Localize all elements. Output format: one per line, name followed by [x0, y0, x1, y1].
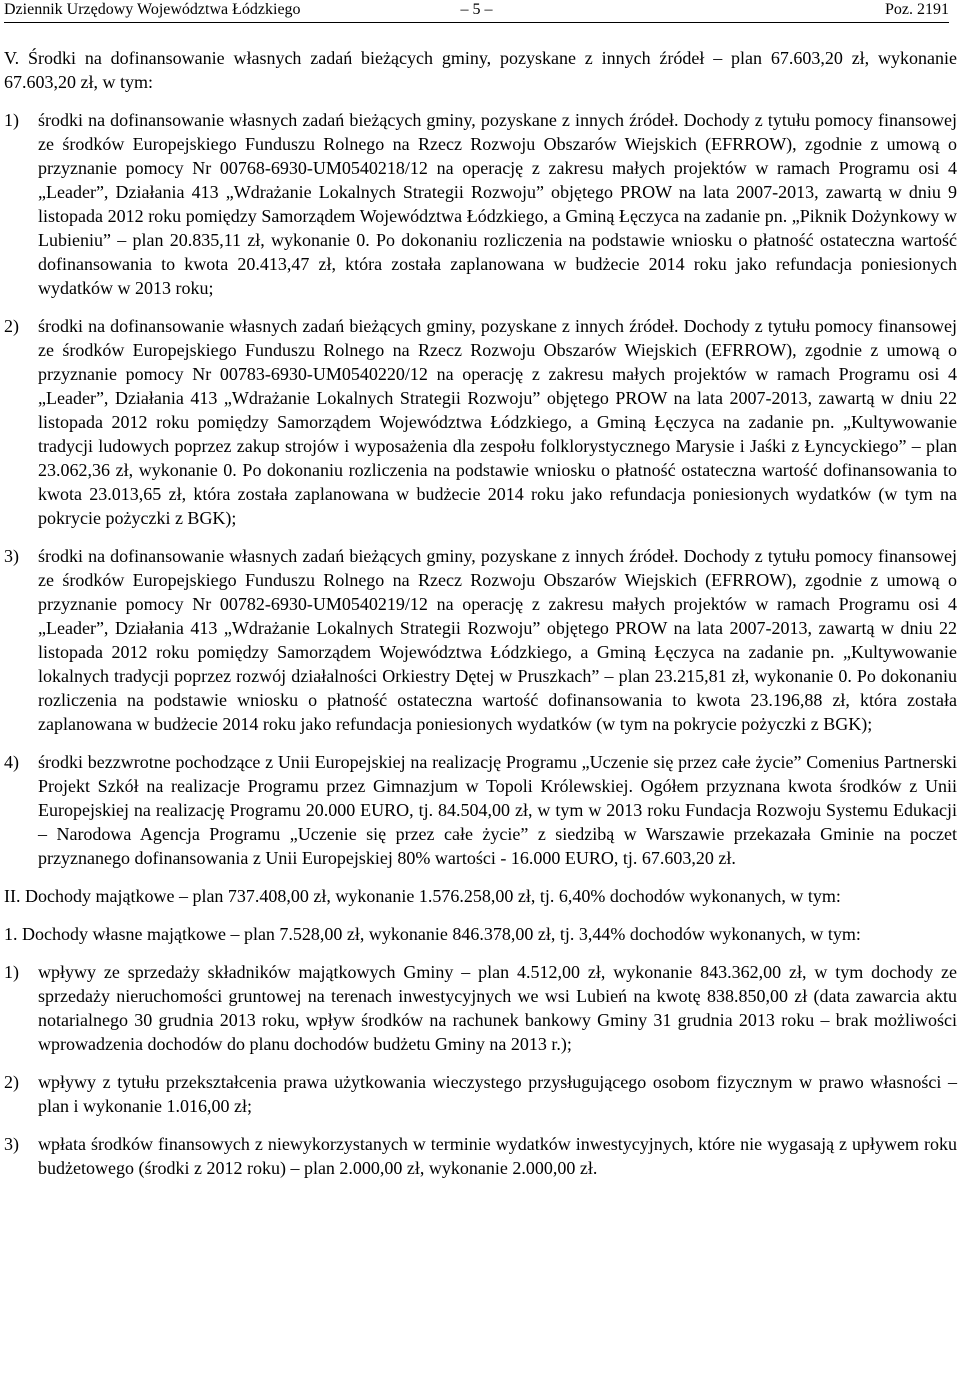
- subsection-1-heading: 1. Dochody własne majątkowe – plan 7.528,00 zł, wykonanie 846.378,00 zł, tj. 3,44% dochodów wykonanych, w tym:: [4, 924, 861, 944]
- item-number: 2): [4, 316, 19, 336]
- item-number: 4): [4, 752, 19, 772]
- section-v-list: [4, 108, 957, 870]
- list-item: [4, 314, 957, 530]
- section-ii-heading: II. Dochody majątkowe – plan 737.408,00 zł, wykonanie 1.576.258,00 zł, tj. 6,40% dochodów wykonanych, w tym:: [4, 886, 841, 906]
- list-item: [4, 1132, 957, 1180]
- item-number: 3): [4, 1134, 19, 1154]
- page-number: – 5 –: [460, 1, 493, 18]
- item-number: 3): [4, 546, 19, 566]
- item-number: 1): [4, 110, 19, 130]
- item-text: wpływy ze sprzedaży składników majątkowych Gminy – plan 4.512,00 zł, wykonanie 843.362,00 zł, w tym dochody ze sprzedaży nieruchomości gruntowej na terenach inwestycyjnych we wsi Lubień na kwotę 838.850,00 zł (data zawarcia aktu notarialnego 30 grudnia 2013 roku, wpływ środków na rachunek bankowy Gminy 31 grudnia 2013 roku – brak możliwości wprowadzenia dochodów do planu dochodów budżetu Gminy na 2013 r.);: [38, 962, 957, 1054]
- list-item: [4, 108, 957, 300]
- list-item: [4, 960, 957, 1056]
- item-text: środki bezzwrotne pochodzące z Unii Europejskiej na realizację Programu „Uczenie się przez całe życie” Comenius Partnerski Projekt Szkół na realizacje Programu przez Gimnazjum w Topoli Królewskiej. Ogółem przyznana kwota środków z Unii Europejskiej na realizację Programu 20.000 EURO, tj. 84.504,00 zł, w tym w 2013 roku Fundacja Rozwoju Systemu Edukacji – Narodowa Agencja Programu „Uczenie się przez całe życie” z siedzibą w Warszawie przekazała Gminie na poczet przyznanego dofinansowania z Unii Europejskiej 80% wartości - 16.000 EURO, tj. 67.603,20 zł.: [38, 752, 957, 868]
- item-text: wpłata środków finansowych z niewykorzystanych w terminie wydatków inwestycyjnych, które nie wygasają z upływem roku budżetowego (środki z 2012 roku) – plan 2.000,00 zł, wykonanie 2.000,00 zł.: [38, 1134, 957, 1178]
- list-item: [4, 544, 957, 736]
- section-v-heading: V. Środki na dofinansowanie własnych zadań bieżących gminy, pozyskane z innych źródeł – plan 67.603,20 zł, wykonanie 67.603,20 zł, w tym:: [4, 48, 957, 92]
- position-number: Poz. 2191: [885, 1, 949, 18]
- section-ii-list: [4, 960, 957, 1180]
- list-item: [4, 750, 957, 870]
- item-text: środki na dofinansowanie własnych zadań bieżących gminy, pozyskane z innych źródeł. Dochody z tytułu pomocy finansowej ze środków Europejskiego Funduszu Rolnego na Rzecz Rozwoju Obszarów Wiejskich (EFRROW), zgodnie z umową o przyznanie pomocy Nr 00782-6930-UM0540219/12 na operację z zakresu małych projektów w ramach Programu osi 4 „Leader”, Działania 413 „Wdrażanie Lokalnych Strategii Rozwoju” objętego PROW na lata 2007-2013, zawartą w dniu 22 listopada 2012 roku pomiędzy Samorządem Województwa Łódzkiego, a Gminą Łęczyca na zadanie pn. „Kultywowanie lokalnych tradycji poprzez rozwój działalności Orkiestry Dętej w Pruszkach” – plan 23.215,81 zł, wykonanie 0. Po dokonaniu rozliczenia na podstawie wniosku o płatność ostateczna wartość dofinansowania to kwota 23.196,88 zł, która została zaplanowana w budżecie 2014 roku jako refundacja poniesionych wydatków (w tym na pokrycie pożyczki z BGK);: [38, 546, 957, 734]
- item-text: wpływy z tytułu przekształcenia prawa użytkowania wieczystego przysługującego osobom fizycznym w prawo własności – plan i wykonanie 1.016,00 zł;: [38, 1072, 957, 1116]
- item-number: 2): [4, 1072, 19, 1092]
- list-item: [4, 1070, 957, 1118]
- item-number: 1): [4, 962, 19, 982]
- page-header: [4, 0, 949, 23]
- document-body: [4, 46, 957, 1194]
- item-text: środki na dofinansowanie własnych zadań bieżących gminy, pozyskane z innych źródeł. Dochody z tytułu pomocy finansowej ze środków Europejskiego Funduszu Rolnego na Rzecz Rozwoju Obszarów Wiejskich (EFRROW), zgodnie z umową o przyznanie pomocy Nr 00768-6930-UM0540218/12 na operację z zakresu małych projektów w ramach Programu osi 4 „Leader”, Działania 413 „Wdrażanie Lokalnych Strategii Rozwoju” objętego PROW na lata 2007-2013, zawartą w dniu 9 listopada 2012 roku pomiędzy Samorządem Województwa Łódzkiego, a Gminą Łęczyca na zadanie pn. „Piknik Dożynkowy w Lubieniu” – plan 20.835,11 zł, wykonanie 0. Po dokonaniu rozliczenia na podstawie wniosku o płatność ostateczna wartość dofinansowania to kwota 20.413,47 zł, która została zaplanowana w budżecie 2014 roku jako refundacja poniesionych wydatków w 2013 roku;: [38, 110, 957, 298]
- journal-title: Dziennik Urzędowy Województwa Łódzkiego: [4, 1, 301, 18]
- item-text: środki na dofinansowanie własnych zadań bieżących gminy, pozyskane z innych źródeł. Dochody z tytułu pomocy finansowej ze środków Europejskiego Funduszu Rolnego na Rzecz Rozwoju Obszarów Wiejskich (EFRROW), zgodnie z umową o przyznanie pomocy Nr 00783-6930-UM0540220/12 na operację z zakresu małych projektów w ramach Programu osi 4 „Leader”, Działania 413 „Wdrażanie Lokalnych Strategii Rozwoju” objętego PROW na lata 2007-2013, zawartą w dniu 22 listopada 2012 roku pomiędzy Samorządem Województwa Łódzkiego, a Gminą Łęczyca na zadanie pn. „Kultywowanie tradycji ludowych poprzez zakup strojów i wyposażenia dla zespołu folklorystycznego Marysie i Jaśki z Łyncyckiego” – plan 23.062,36 zł, wykonanie 0. Po dokonaniu rozliczenia na podstawie wniosku o płatność ostateczna wartość dofinansowania to kwota 23.013,65 zł, która została zaplanowana w budżecie 2014 roku jako refundacja poniesionych wydatków (w tym na pokrycie pożyczki z BGK);: [38, 316, 957, 528]
